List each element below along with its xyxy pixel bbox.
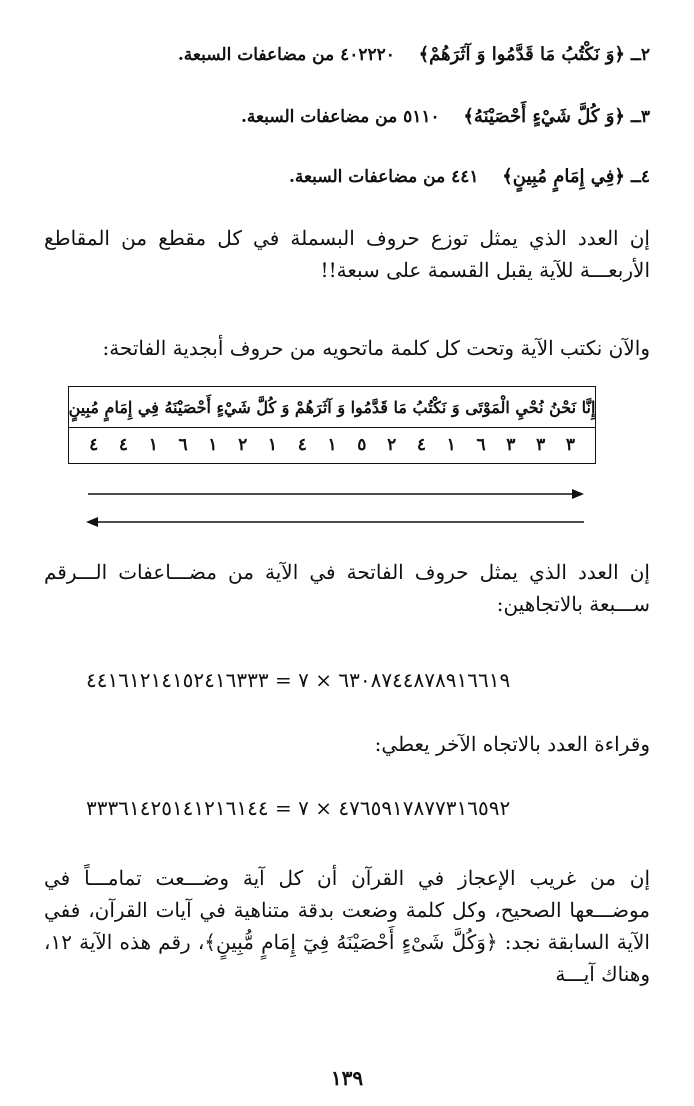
paragraph-2: والآن نكتب الآية وتحت كل كلمة ماتحويه من حروف أبجدية الفاتحة: [102, 336, 650, 360]
item-tail: من مضاعفات السبعة. [240, 107, 398, 127]
item-value: ٥١١٠ [403, 107, 440, 127]
item-tail: من مضاعفات السبعة. [288, 167, 446, 187]
table-number-cell: ٣ [536, 435, 546, 455]
item-value: ٤٤١ [451, 167, 479, 187]
table-number-cell: ١ [267, 435, 278, 455]
page-number: ١٣٩ [330, 1066, 364, 1090]
table-number-cell: ٢ [387, 435, 397, 455]
arrow-right-icon [88, 489, 584, 499]
quran-quote: ﴿فِي إِمَامٍ مُبِينٍ﴾ [502, 166, 625, 187]
arrow-left-icon [86, 517, 584, 527]
table-number-cell: ١ [208, 435, 218, 455]
paragraph-4: وقراءة العدد بالاتجاه الآخر يعطي: [374, 732, 650, 756]
table-number-cell: ١ [148, 435, 158, 455]
table-number-cell: ٢ [238, 435, 248, 455]
equation-2: ٤٧٦٥٩١٧٨٧٧٣١٦٥٩٢ × ٧ = ٣٣٣٦١٤٢٥١٤١٢١٦١٤٤ [86, 796, 511, 820]
paragraph-5: إن من غريب الإعجاز في القرآن أن كل آية وضـــعت تمامـــاً في موضـــعها الصحيح، وكل كلمة وضعت بدقة متناهية في آيات القرآن، ففي الآية السابقة نجد: ﴿وَكُلَّ شَىْءٍ أَحْصَيْنَهُ فِيٓ إِمَامٍ مُّبِينٍ﴾، رقم هذه الآية ١٢، وهناك آيـــة [44, 866, 651, 986]
verse-row: إِنَّا نَحْنُ نُحْيِ الْمَوْتَى وَ نَكْتُبُ مَا قَدَّمُوا وَ آثَرَهُمْ وَ كُلَّ شَيْءٍ أَحْصَيْنَهُ فِي إِمَامٍ مُبِينٍ [69, 387, 595, 428]
equation-1: ٦٣٠٨٧٤٤٨٧٨٩١٦٦١٩ × ٧ = ٤٤١٦١٢١٤١٥٢٤١٦٣٣٣ [86, 668, 511, 692]
item-number: ٢ــ [630, 45, 650, 65]
table-number-cell: ٦ [178, 435, 188, 455]
quran-quote: ﴿وَ نَكْتُبُ مَا قَدَّمُوا وَ آثَرَهُمْ﴾ [418, 44, 625, 65]
table-number-cell: ٣ [565, 435, 575, 455]
table-number-cell: ٤ [416, 435, 427, 455]
direction-arrows [0, 0, 694, 540]
table-number-cell: ٥ [357, 435, 367, 455]
table-number-cell: ٤ [89, 435, 99, 455]
item-number: ٤ــ [630, 167, 650, 187]
table-number-cell: ١ [446, 435, 456, 455]
item-number: ٣ــ [630, 107, 650, 127]
paragraph-3: إن العدد الذي يمثل حروف الفاتحة في الآية من مضـــاعفات الـــرقم ســـبعة بالاتجاهين: [44, 560, 650, 616]
table-number-cell: ٦ [476, 435, 486, 455]
table-number-cell: ٣ [506, 435, 516, 455]
quran-quote: ﴿وَ كُلَّ شَيْءٍ أَحْصَيْنَهُ﴾ [463, 106, 625, 127]
table-number-cell: ٤ [297, 435, 307, 455]
table-number-cell: ٤ [118, 435, 129, 455]
item-value: ٤٠٢٢٢٠ [340, 45, 395, 65]
item-tail: من مضاعفات السبعة. [177, 45, 335, 65]
table-number-cell: ١ [327, 435, 337, 455]
paragraph-1: إن العدد الذي يمثل توزع حروف البسملة في كل مقطع من المقاطع الأربعـــة للآية يقبل القسمة على سبعة!! [44, 226, 650, 282]
